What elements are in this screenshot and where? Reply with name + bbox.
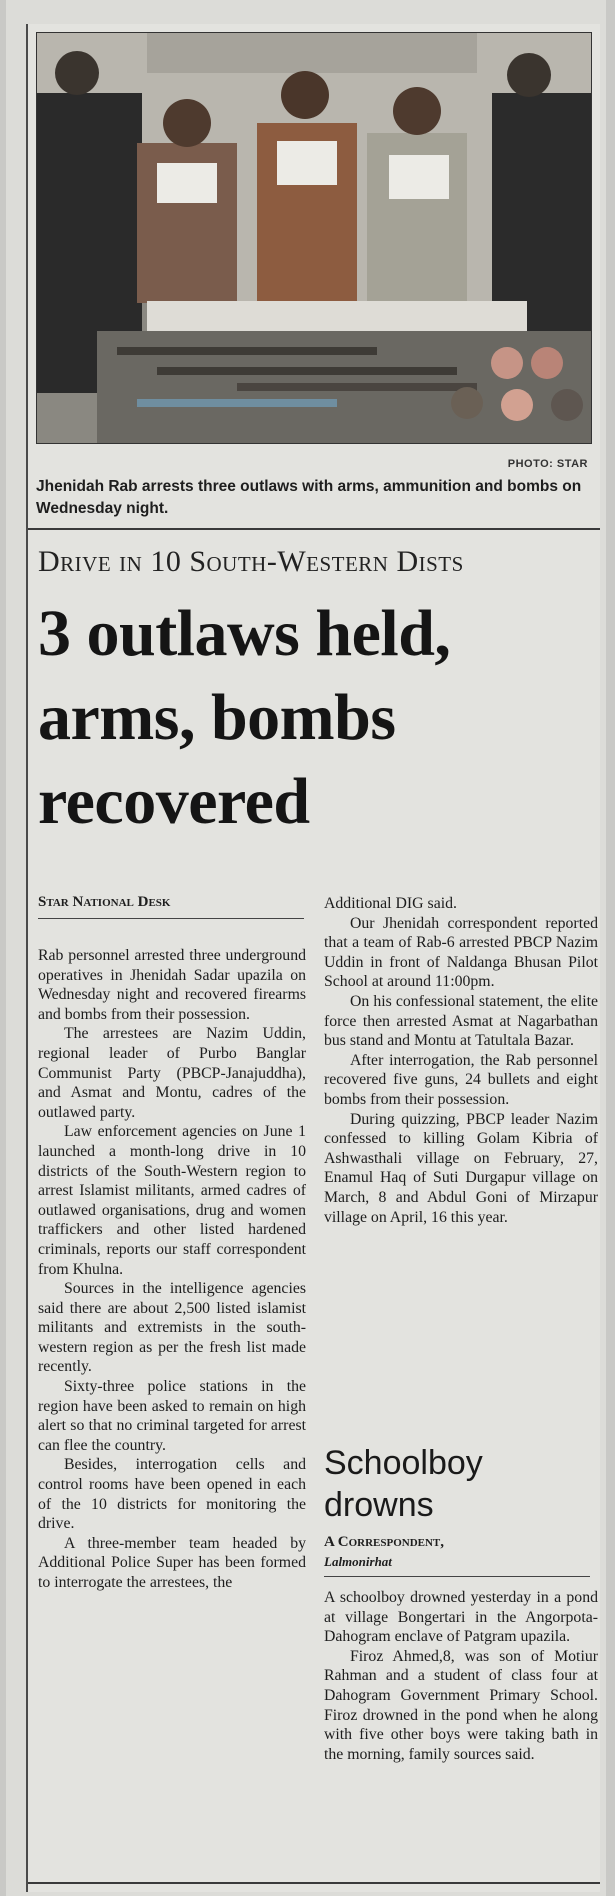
- sidebar-story-paragraph: A schoolboy drowned yesterday in a pond at village Bongertari in the Angorpota-Dahogram enclave of Patgram upazila.: [324, 1589, 598, 1646]
- article-paragraph: A three-member team headed by Additional Police Super has been formed to interrogate the arrestees, the: [38, 1534, 306, 1591]
- article-paragraph: Our Jhenidah correspondent reported that a team of Rab-6 arrested PBCP Nazim Uddin in front of Naldanga Bhusan Pilot School at around 11:00pm.: [324, 914, 598, 991]
- section-divider: [28, 528, 600, 530]
- article-paragraph: Besides, interrogation cells and control rooms have been opened in each of the 10 districts for monitoring the drive.: [38, 1456, 306, 1533]
- article-paragraph: Additional DIG said.: [324, 895, 457, 912]
- photo-illustration: [37, 33, 591, 443]
- sidebar-story-dateline: Lalmonirhat: [324, 1554, 392, 1569]
- article-headline: 3 outlaws held, arms, bombs recovered: [38, 597, 451, 838]
- sidebar-story-paragraph: Firoz Ahmed,8, was son of Motiur Rahman and a student of class four at Dahogram Government Primary School. Firoz drowned in the pond when he along with five other boys were taking bath in the morning, family sources said.: [324, 1647, 598, 1763]
- article-kicker: Drive in 10 South-Western Dists: [38, 545, 464, 578]
- sidebar-story-divider: [324, 1576, 590, 1577]
- article-paragraph: Law enforcement agencies on June 1 launched a month-long drive in 10 districts of the South-Western region to arrest Islamist militants, armed cadres of outlawed organisations, drug and women traffickers and other listed hardened criminals, reports our staff correspondent from Khulna.: [38, 1123, 306, 1278]
- article-paragraph: During quizzing, PBCP leader Nazim confessed to killing Golam Kibria of Ashwasthali village on February, 27, Enamul Haq of Suti Durgapur village on March, 8 and Abdul Goni of Mirzapur village on April, 16 this year.: [324, 1110, 598, 1226]
- article-paragraph: Rab personnel arrested three underground operatives in Jhenidah Sadar upazila on Wednesday night and recovered firearms and bombs from their possession.: [38, 947, 306, 1023]
- article-paragraph: Sources in the intelligence agencies said there are about 2,500 listed islamist militants and extremists in the south-western region as per the fresh list made recently.: [38, 1280, 306, 1376]
- article-paragraph: Sixty-three police stations in the region have been asked to remain on high alert so that no criminal targeted for arrest can flee the country.: [38, 1378, 306, 1454]
- news-photo: [36, 32, 592, 444]
- sidebar-story-byline: A Correspondent,: [324, 1534, 445, 1550]
- photo-credit: PHOTO: STAR: [507, 458, 588, 470]
- article-paragraph: On his confessional statement, the elite force then arrested Asmat at Nagarbathan bus stand and Montu at Tatultala Bazar.: [324, 992, 598, 1050]
- article-column-1: [38, 946, 306, 1593]
- article-paragraph: The arrestees are Nazim Uddin, regional leader of Purbo Banglar Communist Party (PBCP-Janajuddha), and Asmat and Montu, cadres of the outlawed party.: [38, 1025, 306, 1121]
- sidebar-story-body: [324, 1588, 598, 1764]
- article-column-2: [324, 894, 598, 1227]
- article-paragraph: After interrogation, the Rab personnel recovered five guns, 24 bullets and eight bombs from their possession.: [324, 1051, 598, 1108]
- sidebar-story-headline: Schoolboy drowns: [324, 1444, 483, 1524]
- photo-caption: Jhenidah Rab arrests three outlaws with arms, ammunition and bombs on Wednesday night.: [36, 478, 582, 517]
- article-byline: Star National Desk: [38, 894, 171, 910]
- newspaper-page: [6, 0, 606, 1896]
- news-clipping: [26, 24, 600, 1892]
- byline-divider: [38, 918, 304, 919]
- bottom-divider: [28, 1882, 600, 1884]
